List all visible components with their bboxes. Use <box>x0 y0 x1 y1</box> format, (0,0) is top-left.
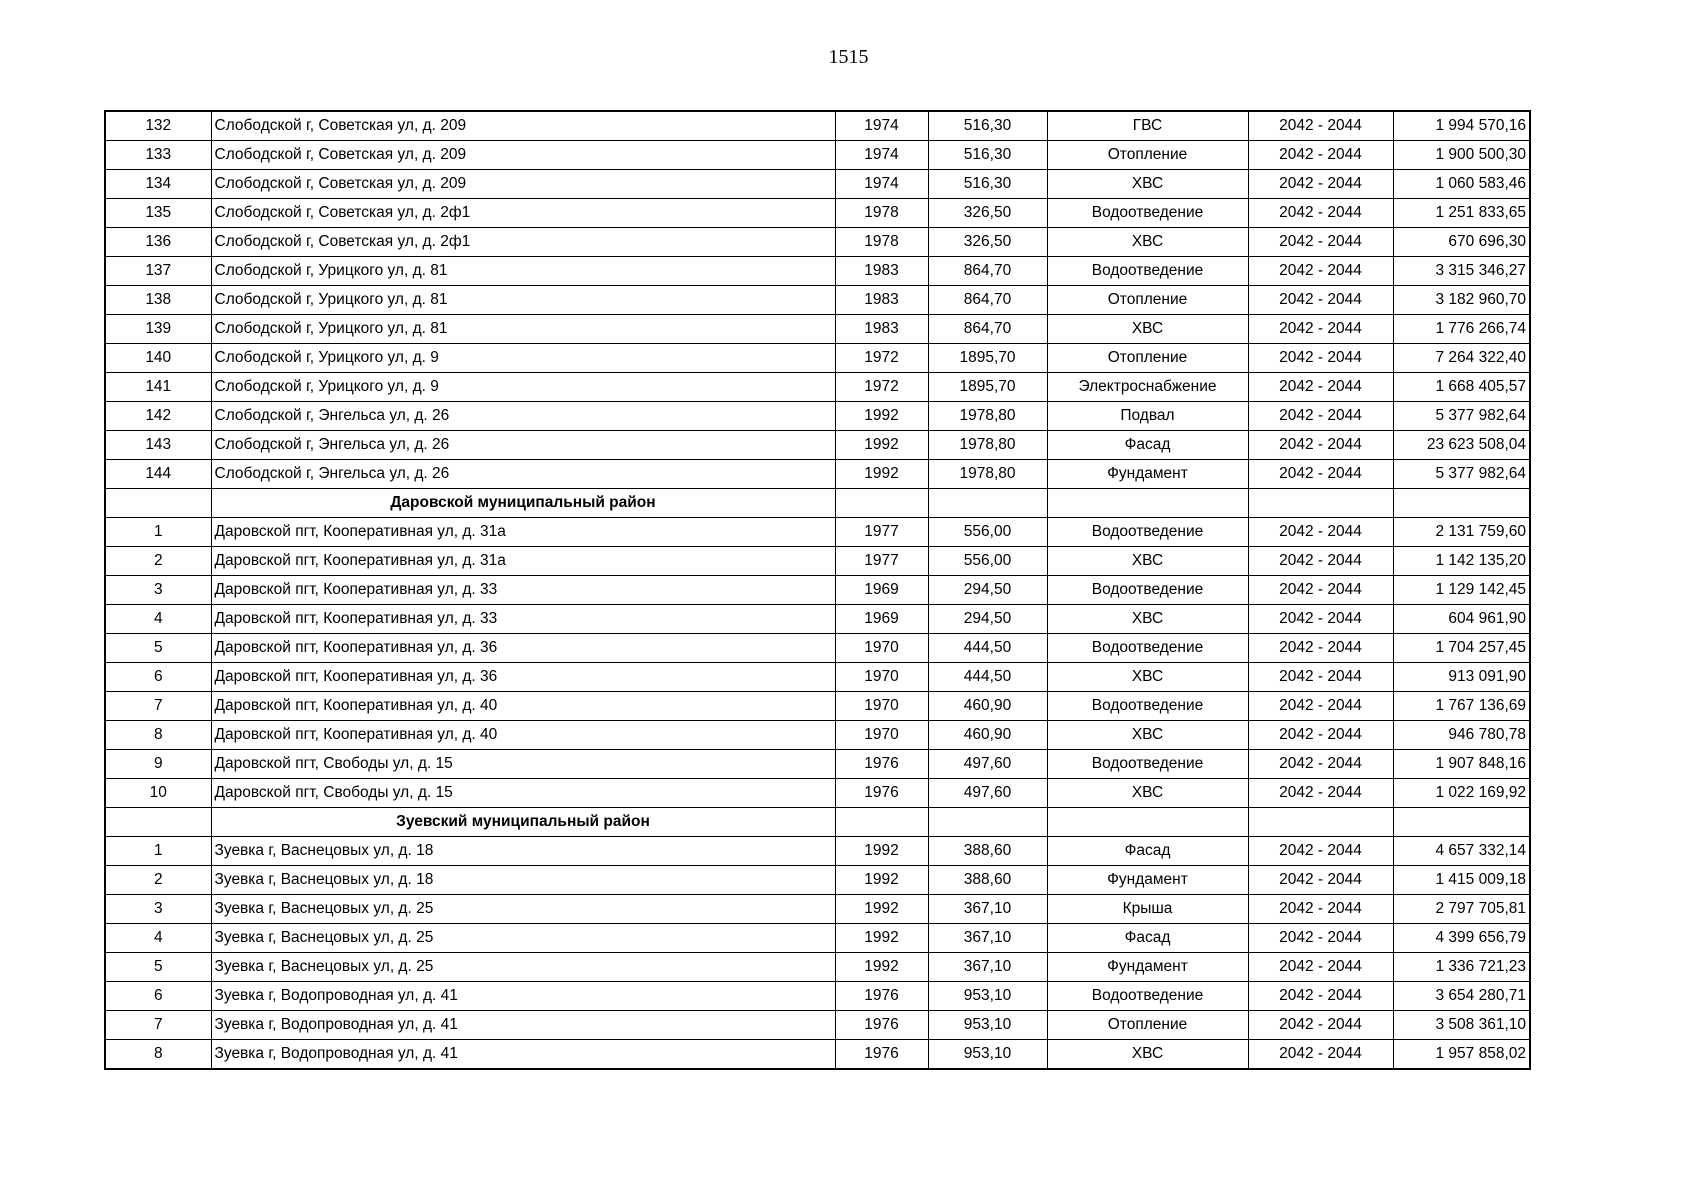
cell-address: Даровской пгт, Кооперативная ул, д. 31а <box>211 547 835 576</box>
district-name: Даровской муниципальный район <box>211 489 835 518</box>
cell-work-type: Фасад <box>1047 837 1248 866</box>
cell-address: Зуевка г, Васнецовых ул, д. 18 <box>211 837 835 866</box>
cell-year: 1992 <box>835 924 928 953</box>
cell-row-number: 4 <box>105 924 211 953</box>
cell-address: Зуевка г, Водопроводная ул, д. 41 <box>211 1011 835 1040</box>
cell-area: 516,30 <box>928 111 1047 141</box>
cell-cost: 1 767 136,69 <box>1393 692 1530 721</box>
cell-year: 1992 <box>835 895 928 924</box>
cell-row-number: 1 <box>105 837 211 866</box>
cell-area: 1978,80 <box>928 460 1047 489</box>
cell-cost: 3 182 960,70 <box>1393 286 1530 315</box>
cell-cost: 1 776 266,74 <box>1393 315 1530 344</box>
capital-repair-table <box>104 110 1531 1070</box>
cell-work-type: Водоотведение <box>1047 750 1248 779</box>
cell-area: 516,30 <box>928 141 1047 170</box>
cell-row-number: 5 <box>105 634 211 663</box>
cell-address: Слободской г, Советская ул, д. 209 <box>211 111 835 141</box>
cell-period: 2042 - 2044 <box>1248 605 1393 634</box>
cell-work-type: Водоотведение <box>1047 576 1248 605</box>
cell-year: 1992 <box>835 431 928 460</box>
table-row <box>105 402 1530 431</box>
cell-period: 2042 - 2044 <box>1248 344 1393 373</box>
cell-cost: 4 399 656,79 <box>1393 924 1530 953</box>
cell-cost: 3 315 346,27 <box>1393 257 1530 286</box>
cell-work-type: Крыша <box>1047 895 1248 924</box>
cell-year: 1970 <box>835 692 928 721</box>
cell-area: 367,10 <box>928 953 1047 982</box>
cell-row-number: 139 <box>105 315 211 344</box>
cell-area: 953,10 <box>928 1040 1047 1070</box>
cell-address: Слободской г, Советская ул, д. 209 <box>211 170 835 199</box>
cell-work-type: Фасад <box>1047 924 1248 953</box>
cell-period: 2042 - 2044 <box>1248 460 1393 489</box>
cell-work-type: ХВС <box>1047 170 1248 199</box>
cell-period: 2042 - 2044 <box>1248 663 1393 692</box>
cell-cost: 1 704 257,45 <box>1393 634 1530 663</box>
cell-address: Слободской г, Энгельса ул, д. 26 <box>211 460 835 489</box>
cell-empty <box>105 489 211 518</box>
table-row <box>105 721 1530 750</box>
cell-row-number: 144 <box>105 460 211 489</box>
cell-address: Даровской пгт, Кооперативная ул, д. 31а <box>211 518 835 547</box>
cell-period: 2042 - 2044 <box>1248 721 1393 750</box>
cell-period: 2042 - 2044 <box>1248 576 1393 605</box>
cell-year: 1972 <box>835 373 928 402</box>
cell-address: Слободской г, Энгельса ул, д. 26 <box>211 402 835 431</box>
cell-empty <box>1393 489 1530 518</box>
cell-cost: 1 251 833,65 <box>1393 199 1530 228</box>
table-row <box>105 866 1530 895</box>
table-row <box>105 111 1530 141</box>
table-row <box>105 750 1530 779</box>
table-row <box>105 460 1530 489</box>
cell-address: Слободской г, Энгельса ул, д. 26 <box>211 431 835 460</box>
table-row <box>105 373 1530 402</box>
cell-period: 2042 - 2044 <box>1248 634 1393 663</box>
cell-area: 1895,70 <box>928 373 1047 402</box>
cell-cost: 5 377 982,64 <box>1393 402 1530 431</box>
cell-empty <box>928 489 1047 518</box>
cell-year: 1983 <box>835 257 928 286</box>
cell-work-type: ХВС <box>1047 605 1248 634</box>
table-row <box>105 286 1530 315</box>
cell-address: Даровской пгт, Кооперативная ул, д. 40 <box>211 721 835 750</box>
cell-empty <box>1393 808 1530 837</box>
cell-cost: 913 091,90 <box>1393 663 1530 692</box>
cell-empty <box>1047 808 1248 837</box>
cell-empty <box>1248 489 1393 518</box>
cell-year: 1969 <box>835 605 928 634</box>
cell-row-number: 134 <box>105 170 211 199</box>
cell-row-number: 1 <box>105 518 211 547</box>
cell-area: 326,50 <box>928 228 1047 257</box>
cell-cost: 1 668 405,57 <box>1393 373 1530 402</box>
cell-year: 1976 <box>835 750 928 779</box>
cell-row-number: 2 <box>105 866 211 895</box>
cell-period: 2042 - 2044 <box>1248 111 1393 141</box>
table-row <box>105 1011 1530 1040</box>
cell-area: 460,90 <box>928 692 1047 721</box>
cell-period: 2042 - 2044 <box>1248 779 1393 808</box>
cell-area: 864,70 <box>928 257 1047 286</box>
cell-year: 1977 <box>835 518 928 547</box>
cell-period: 2042 - 2044 <box>1248 1040 1393 1070</box>
cell-area: 460,90 <box>928 721 1047 750</box>
table-row <box>105 141 1530 170</box>
table-row <box>105 344 1530 373</box>
cell-empty <box>835 489 928 518</box>
cell-address: Даровской пгт, Кооперативная ул, д. 36 <box>211 663 835 692</box>
cell-work-type: Фасад <box>1047 431 1248 460</box>
cell-year: 1992 <box>835 866 928 895</box>
cell-row-number: 138 <box>105 286 211 315</box>
cell-area: 497,60 <box>928 750 1047 779</box>
cell-area: 294,50 <box>928 605 1047 634</box>
cell-cost: 1 907 848,16 <box>1393 750 1530 779</box>
cell-work-type: Водоотведение <box>1047 634 1248 663</box>
cell-area: 444,50 <box>928 634 1047 663</box>
cell-empty <box>1248 808 1393 837</box>
cell-period: 2042 - 2044 <box>1248 953 1393 982</box>
district-header-row <box>105 808 1530 837</box>
cell-address: Слободской г, Урицкого ул, д. 81 <box>211 286 835 315</box>
cell-address: Зуевка г, Васнецовых ул, д. 18 <box>211 866 835 895</box>
cell-address: Слободской г, Урицкого ул, д. 9 <box>211 344 835 373</box>
cell-cost: 23 623 508,04 <box>1393 431 1530 460</box>
cell-work-type: Водоотведение <box>1047 199 1248 228</box>
cell-row-number: 10 <box>105 779 211 808</box>
table-row <box>105 605 1530 634</box>
cell-address: Слободской г, Урицкого ул, д. 81 <box>211 257 835 286</box>
cell-cost: 1 129 142,45 <box>1393 576 1530 605</box>
cell-cost: 1 994 570,16 <box>1393 111 1530 141</box>
cell-work-type: Водоотведение <box>1047 982 1248 1011</box>
cell-work-type: ХВС <box>1047 663 1248 692</box>
cell-row-number: 5 <box>105 953 211 982</box>
cell-address: Даровской пгт, Кооперативная ул, д. 33 <box>211 605 835 634</box>
page-number: 1515 <box>828 46 869 68</box>
cell-address: Зуевка г, Водопроводная ул, д. 41 <box>211 982 835 1011</box>
cell-row-number: 136 <box>105 228 211 257</box>
cell-empty <box>928 808 1047 837</box>
cell-area: 864,70 <box>928 315 1047 344</box>
cell-area: 1895,70 <box>928 344 1047 373</box>
cell-year: 1992 <box>835 837 928 866</box>
cell-year: 1983 <box>835 286 928 315</box>
cell-year: 1970 <box>835 663 928 692</box>
cell-address: Слободской г, Советская ул, д. 2ф1 <box>211 228 835 257</box>
cell-period: 2042 - 2044 <box>1248 315 1393 344</box>
cell-cost: 1 336 721,23 <box>1393 953 1530 982</box>
cell-work-type: ХВС <box>1047 779 1248 808</box>
cell-period: 2042 - 2044 <box>1248 982 1393 1011</box>
cell-row-number: 9 <box>105 750 211 779</box>
cell-work-type: ХВС <box>1047 1040 1248 1070</box>
table-row <box>105 1040 1530 1070</box>
table-row <box>105 663 1530 692</box>
cell-cost: 3 508 361,10 <box>1393 1011 1530 1040</box>
cell-address: Зуевка г, Васнецовых ул, д. 25 <box>211 953 835 982</box>
cell-period: 2042 - 2044 <box>1248 924 1393 953</box>
cell-area: 953,10 <box>928 982 1047 1011</box>
cell-area: 388,60 <box>928 866 1047 895</box>
cell-cost: 1 060 583,46 <box>1393 170 1530 199</box>
cell-period: 2042 - 2044 <box>1248 402 1393 431</box>
cell-year: 1978 <box>835 199 928 228</box>
cell-cost: 604 961,90 <box>1393 605 1530 634</box>
table-row <box>105 315 1530 344</box>
cell-year: 1992 <box>835 402 928 431</box>
cell-year: 1983 <box>835 315 928 344</box>
cell-address: Слободской г, Советская ул, д. 209 <box>211 141 835 170</box>
cell-address: Даровской пгт, Свободы ул, д. 15 <box>211 779 835 808</box>
cell-year: 1978 <box>835 228 928 257</box>
cell-address: Слободской г, Урицкого ул, д. 81 <box>211 315 835 344</box>
cell-row-number: 143 <box>105 431 211 460</box>
cell-address: Зуевка г, Васнецовых ул, д. 25 <box>211 895 835 924</box>
table-row <box>105 779 1530 808</box>
cell-area: 326,50 <box>928 199 1047 228</box>
cell-row-number: 140 <box>105 344 211 373</box>
cell-year: 1992 <box>835 460 928 489</box>
cell-address: Слободской г, Советская ул, д. 2ф1 <box>211 199 835 228</box>
cell-period: 2042 - 2044 <box>1248 141 1393 170</box>
cell-address: Даровской пгт, Кооперативная ул, д. 36 <box>211 634 835 663</box>
table-row <box>105 837 1530 866</box>
cell-work-type: Фундамент <box>1047 953 1248 982</box>
cell-empty <box>105 808 211 837</box>
cell-address: Даровской пгт, Кооперативная ул, д. 40 <box>211 692 835 721</box>
cell-row-number: 2 <box>105 547 211 576</box>
table-row <box>105 431 1530 460</box>
cell-area: 516,30 <box>928 170 1047 199</box>
cell-address: Зуевка г, Васнецовых ул, д. 25 <box>211 924 835 953</box>
cell-cost: 1 142 135,20 <box>1393 547 1530 576</box>
table-row <box>105 924 1530 953</box>
cell-cost: 1 900 500,30 <box>1393 141 1530 170</box>
cell-cost: 2 797 705,81 <box>1393 895 1530 924</box>
cell-year: 1992 <box>835 953 928 982</box>
cell-year: 1972 <box>835 344 928 373</box>
cell-year: 1974 <box>835 141 928 170</box>
cell-year: 1970 <box>835 721 928 750</box>
cell-address: Даровской пгт, Свободы ул, д. 15 <box>211 750 835 779</box>
cell-row-number: 3 <box>105 576 211 605</box>
cell-year: 1977 <box>835 547 928 576</box>
cell-row-number: 7 <box>105 692 211 721</box>
table-row <box>105 895 1530 924</box>
cell-work-type: Водоотведение <box>1047 257 1248 286</box>
cell-area: 953,10 <box>928 1011 1047 1040</box>
cell-period: 2042 - 2044 <box>1248 170 1393 199</box>
table-row <box>105 634 1530 663</box>
cell-cost: 670 696,30 <box>1393 228 1530 257</box>
cell-work-type: Отопление <box>1047 344 1248 373</box>
cell-area: 388,60 <box>928 837 1047 866</box>
cell-area: 444,50 <box>928 663 1047 692</box>
cell-work-type: Водоотведение <box>1047 692 1248 721</box>
cell-cost: 1 957 858,02 <box>1393 1040 1530 1070</box>
cell-work-type: Водоотведение <box>1047 518 1248 547</box>
table-row <box>105 953 1530 982</box>
table-row <box>105 982 1530 1011</box>
cell-row-number: 4 <box>105 605 211 634</box>
cell-period: 2042 - 2044 <box>1248 228 1393 257</box>
cell-year: 1974 <box>835 170 928 199</box>
cell-period: 2042 - 2044 <box>1248 547 1393 576</box>
cell-area: 556,00 <box>928 547 1047 576</box>
cell-period: 2042 - 2044 <box>1248 692 1393 721</box>
cell-cost: 2 131 759,60 <box>1393 518 1530 547</box>
cell-empty <box>835 808 928 837</box>
table-body <box>105 111 1530 1069</box>
cell-work-type: ХВС <box>1047 547 1248 576</box>
cell-period: 2042 - 2044 <box>1248 750 1393 779</box>
cell-year: 1976 <box>835 982 928 1011</box>
cell-work-type: Отопление <box>1047 286 1248 315</box>
cell-row-number: 141 <box>105 373 211 402</box>
cell-period: 2042 - 2044 <box>1248 286 1393 315</box>
cell-area: 367,10 <box>928 895 1047 924</box>
cell-work-type: ХВС <box>1047 228 1248 257</box>
cell-area: 1978,80 <box>928 402 1047 431</box>
table-row <box>105 199 1530 228</box>
cell-work-type: ХВС <box>1047 721 1248 750</box>
table-row <box>105 228 1530 257</box>
cell-year: 1976 <box>835 779 928 808</box>
cell-address: Даровской пгт, Кооперативная ул, д. 33 <box>211 576 835 605</box>
cell-area: 497,60 <box>928 779 1047 808</box>
cell-year: 1976 <box>835 1040 928 1070</box>
cell-row-number: 8 <box>105 721 211 750</box>
cell-area: 294,50 <box>928 576 1047 605</box>
cell-period: 2042 - 2044 <box>1248 199 1393 228</box>
cell-cost: 1 415 009,18 <box>1393 866 1530 895</box>
cell-row-number: 6 <box>105 982 211 1011</box>
cell-year: 1974 <box>835 111 928 141</box>
cell-row-number: 133 <box>105 141 211 170</box>
district-name: Зуевский муниципальный район <box>211 808 835 837</box>
cell-work-type: Фундамент <box>1047 460 1248 489</box>
cell-empty <box>1047 489 1248 518</box>
cell-area: 556,00 <box>928 518 1047 547</box>
district-header-row <box>105 489 1530 518</box>
cell-year: 1976 <box>835 1011 928 1040</box>
cell-area: 367,10 <box>928 924 1047 953</box>
cell-period: 2042 - 2044 <box>1248 837 1393 866</box>
cell-period: 2042 - 2044 <box>1248 518 1393 547</box>
cell-row-number: 7 <box>105 1011 211 1040</box>
cell-period: 2042 - 2044 <box>1248 1011 1393 1040</box>
cell-cost: 7 264 322,40 <box>1393 344 1530 373</box>
cell-year: 1970 <box>835 634 928 663</box>
cell-cost: 3 654 280,71 <box>1393 982 1530 1011</box>
cell-year: 1969 <box>835 576 928 605</box>
cell-row-number: 8 <box>105 1040 211 1070</box>
cell-area: 864,70 <box>928 286 1047 315</box>
cell-row-number: 132 <box>105 111 211 141</box>
cell-period: 2042 - 2044 <box>1248 895 1393 924</box>
cell-row-number: 137 <box>105 257 211 286</box>
cell-work-type: Электроснабжение <box>1047 373 1248 402</box>
cell-work-type: Отопление <box>1047 1011 1248 1040</box>
cell-row-number: 135 <box>105 199 211 228</box>
cell-cost: 946 780,78 <box>1393 721 1530 750</box>
cell-work-type: Подвал <box>1047 402 1248 431</box>
cell-row-number: 3 <box>105 895 211 924</box>
table-row <box>105 170 1530 199</box>
table-row <box>105 576 1530 605</box>
cell-period: 2042 - 2044 <box>1248 431 1393 460</box>
cell-row-number: 142 <box>105 402 211 431</box>
cell-work-type: ГВС <box>1047 111 1248 141</box>
cell-period: 2042 - 2044 <box>1248 257 1393 286</box>
cell-row-number: 6 <box>105 663 211 692</box>
cell-address: Слободской г, Урицкого ул, д. 9 <box>211 373 835 402</box>
cell-period: 2042 - 2044 <box>1248 866 1393 895</box>
cell-work-type: ХВС <box>1047 315 1248 344</box>
cell-area: 1978,80 <box>928 431 1047 460</box>
cell-address: Зуевка г, Водопроводная ул, д. 41 <box>211 1040 835 1070</box>
table-row <box>105 692 1530 721</box>
table-row <box>105 547 1530 576</box>
cell-work-type: Отопление <box>1047 141 1248 170</box>
cell-cost: 5 377 982,64 <box>1393 460 1530 489</box>
cell-cost: 4 657 332,14 <box>1393 837 1530 866</box>
table-row <box>105 257 1530 286</box>
table-row <box>105 518 1530 547</box>
cell-work-type: Фундамент <box>1047 866 1248 895</box>
cell-cost: 1 022 169,92 <box>1393 779 1530 808</box>
cell-period: 2042 - 2044 <box>1248 373 1393 402</box>
